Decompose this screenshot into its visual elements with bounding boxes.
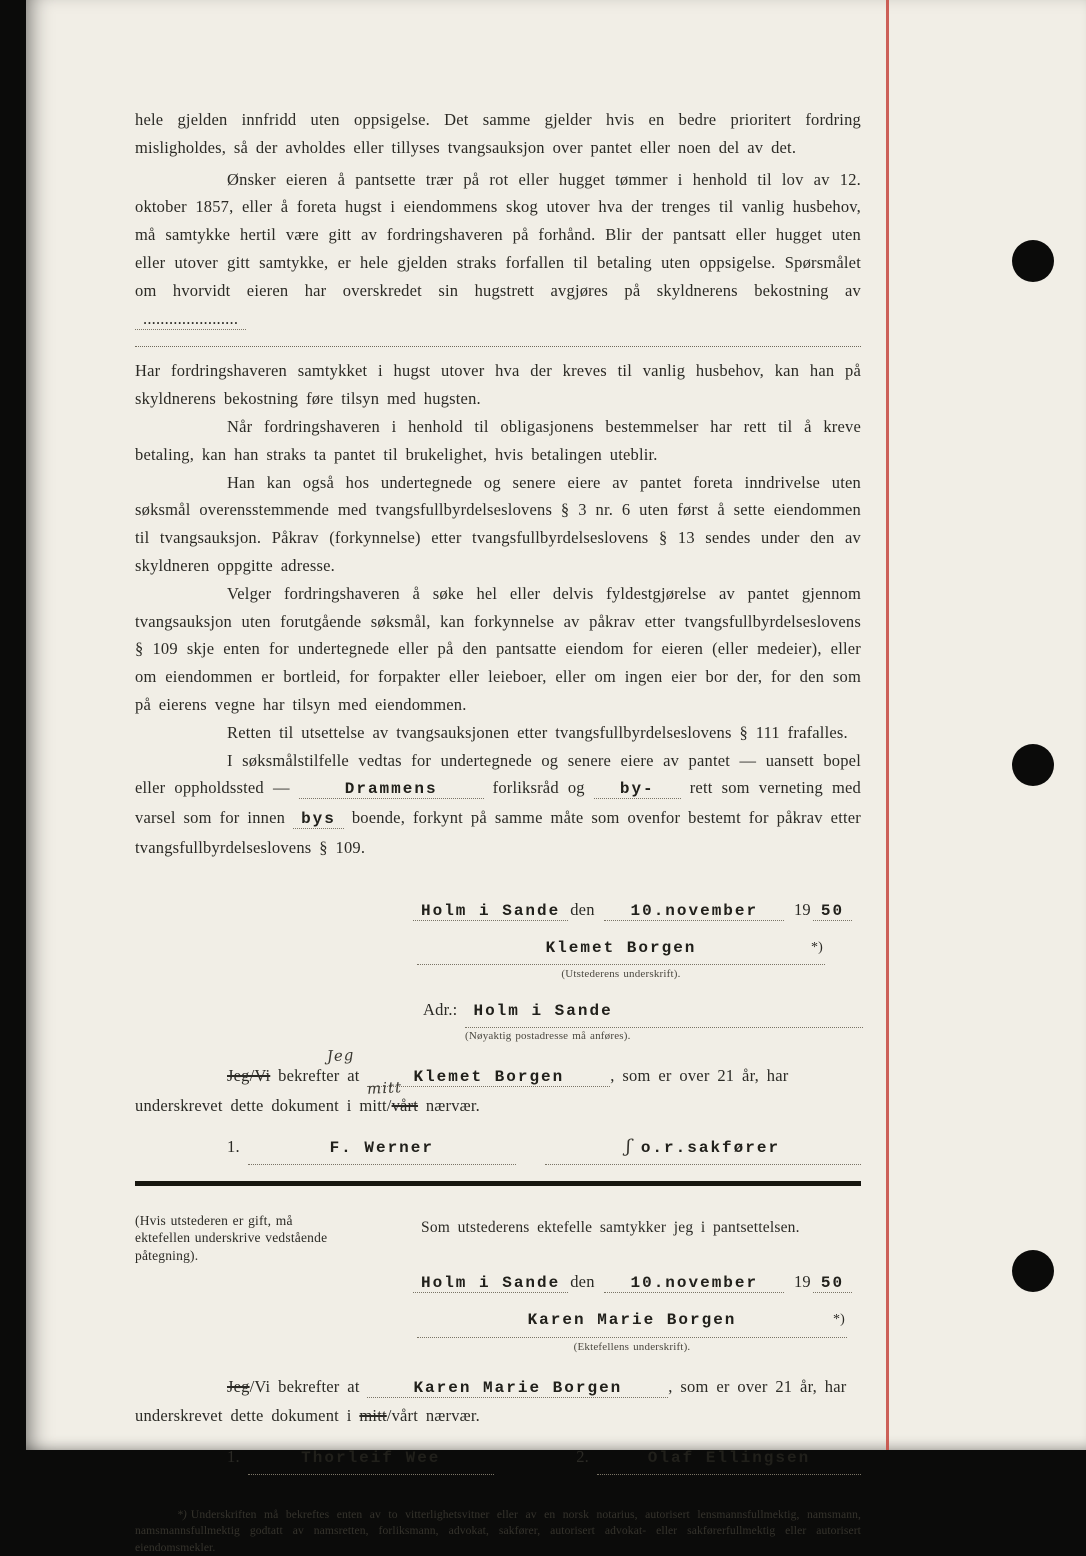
spouse-line2-text: underskrevet dette dokument i xyxy=(135,1406,352,1426)
printed-jeg: Jeg xyxy=(227,1376,250,1396)
punch-hole xyxy=(1012,744,1054,786)
paragraph-enforcement: Han kan også hos undertegnede og senere eiere av pantet foreta inndrivelse uten søksmål overensstemmende med tvangsfullbyrdelseslovens § 3 nr. 6 uten først å sette eiendommen til tvangsauksjon. Påkrav (forkynnelse) etter tvangsfullbyrdelseslovens § 13 sendes under den av skyldneren oppgitte adresse. xyxy=(135,472,861,575)
typed-spouse-signature: Karen Marie Borgen xyxy=(527,1310,737,1329)
handwritten-jeg: Jeg xyxy=(326,1045,355,1066)
document-body xyxy=(135,0,861,1556)
spouse-date-fill xyxy=(604,1272,784,1293)
witness-statement-spouse xyxy=(135,1373,861,1431)
spouse-signature-caption: (Ektefellens underskrift). xyxy=(573,1340,691,1353)
witness-number-1: 1. xyxy=(227,1136,240,1156)
typed-spouse-confirmed-name: Karen Marie Borgen xyxy=(413,1378,623,1397)
printed-vart: vårt xyxy=(391,1095,419,1115)
witness-statement-line1 xyxy=(135,1045,861,1092)
line2-text: underskrevet dette dokument i xyxy=(135,1095,352,1115)
den-label: den xyxy=(570,899,595,919)
typed-spouse-witness1: Thorleif Wee xyxy=(301,1449,441,1468)
paragraph-venue xyxy=(135,747,861,862)
punch-hole xyxy=(1012,1250,1054,1292)
spouse-den-label: den xyxy=(570,1272,595,1291)
dots: ...................... xyxy=(143,308,239,328)
typed-address: Holm i Sande xyxy=(473,1002,613,1021)
address-fill xyxy=(465,996,863,1028)
bekrefter-label: bekrefter at xyxy=(278,1066,360,1086)
footnote-reference: *) xyxy=(832,1311,845,1327)
punch-hole xyxy=(1012,240,1054,282)
paraph-mark: ʃ xyxy=(625,1135,631,1157)
confirmed-name-fill xyxy=(367,1066,610,1087)
paragraph-forest-clause-text: Ønsker eieren å pantsette trær på rot eller hugget tømmer i henhold til lov av 12. oktober 1857, eller å foreta hugst i eiendommens skog utover hva der trenges til vanlig husbehov, må samtykke hertil være gitt av fordringshaveren på forhånd. Blir der pantsatt eller hugget uten eller utover gitt samtykke, er hele gjelden straks forfallen til betaling uten oppsigelse. Spørsmålet om hvorvidt eieren har overskredet sin hugstrett avgjøres på skyldnerens bekostning av xyxy=(135,169,861,300)
witness1-title-fill xyxy=(545,1133,861,1165)
witness1-name-fill xyxy=(248,1133,516,1165)
footnote-reference: *) xyxy=(810,939,823,955)
slash: / xyxy=(386,1095,392,1115)
witness-row-issuer xyxy=(135,1133,861,1165)
paragraph-forced-auction: Velger fordringshaveren å søke hel eller delvis fyldestgjørelse av pantet gjennom tvangsauksjon uten forutgående søksmål, kan forkynnelse av påkrav etter tvangsfullbyrdelseslovens § 109 skje enten for undertegnede eller på den pantsatte eiendom for eieren (eller medeier), eller om eiendommen er bortleid, for forpakter eller leieboer, eller om ingen eier bor der, for den som på eierens vegne har tilsyn med eiendommen. xyxy=(135,583,861,714)
venue-text-b: forliksråd og xyxy=(492,778,585,798)
spouse-signature-line xyxy=(417,1305,847,1338)
witness-number-2: 2. xyxy=(576,1447,589,1467)
paragraph-consent-logging: Har fordringshaveren samtykket i hugst utover hva der kreves til vanlig husbehov, kan han på skyldnerens bekostning føre tilsyn med hugsten. xyxy=(135,361,861,409)
spouse-year-prefix: 19 xyxy=(793,1272,811,1291)
printed-mitt: mitt xyxy=(359,1095,387,1115)
spouse-witness-line2 xyxy=(135,1402,861,1430)
spouse-place-fill xyxy=(413,1272,568,1293)
footnote-asterisk: *) xyxy=(177,1507,187,1521)
typed-confirmed-name: Klemet Borgen xyxy=(413,1068,565,1087)
spouse-naervaer-text: nærvær. xyxy=(425,1406,480,1426)
typed-spouse-year: 50 xyxy=(820,1274,845,1292)
mitt-vart-correction xyxy=(359,1078,419,1115)
witness-statement-issuer xyxy=(135,1045,861,1120)
witness-statement-line2 xyxy=(135,1078,861,1120)
typed-witness1-name: F. Werner xyxy=(329,1138,434,1157)
spouse-pronoun xyxy=(227,1377,360,1396)
venue-fill-court xyxy=(299,778,484,799)
section-divider xyxy=(135,1181,861,1186)
typed-drammens: Drammens xyxy=(344,780,438,799)
printed-vi-rest: /Vi bekrefter at xyxy=(249,1376,360,1396)
address-caption: (Nøyaktig postadresse må anføres). xyxy=(465,1030,631,1043)
venue-text-a: I søksmålstilfelle vedtas for undertegnede og senere eiere av pantet — uansett bopel eller oppholdssted — xyxy=(135,750,861,798)
typed-year: 50 xyxy=(820,901,845,920)
execution-date-line xyxy=(413,896,861,926)
typed-issuer-signature: Klemet Borgen xyxy=(545,938,697,957)
typed-by: by- xyxy=(619,780,655,799)
venue-text-d: boende, forkynt på samme måte som ovenfor bestemt for påkrav etter tvangsfullbyrdelseslovens § 109. xyxy=(135,808,861,857)
witness-number-1: 1. xyxy=(227,1447,240,1467)
over21-text: , som er over 21 år, har xyxy=(610,1066,789,1086)
typed-spouse-witness2: Olaf Ellingsen xyxy=(647,1449,811,1468)
spouse-signature-block xyxy=(417,1305,847,1354)
spouse-witness-line1 xyxy=(135,1373,861,1403)
scanned-page xyxy=(26,0,1086,1554)
spouse-over21-text: , som er over 21 år, har xyxy=(668,1376,847,1396)
venue-fill-by xyxy=(594,778,681,799)
typed-date: 10.november xyxy=(630,901,759,920)
typed-witness1-title: o.r.sakfører xyxy=(640,1138,781,1157)
place-fill xyxy=(413,900,568,921)
typed-spouse-date: 10.november xyxy=(630,1274,759,1292)
typed-spouse-place: Holm i Sande xyxy=(421,1274,561,1292)
year-prefix: 19 xyxy=(793,899,811,919)
spouse-date-line xyxy=(413,1268,861,1298)
year-fill xyxy=(813,900,852,921)
address-row xyxy=(423,996,863,1028)
paragraph-continuation: hele gjelden innfridd uten oppsigelse. Det samme gjelder hvis en bedre prioritert fordring misligholdes, så der avholdes eller tillyses tvangsauksjon over pantet eller noen del av det. xyxy=(135,110,861,157)
issuer-signature-block xyxy=(417,933,825,982)
spouse-confirmed-name-fill xyxy=(367,1377,668,1398)
blank-fill-dots xyxy=(135,309,246,330)
paragraph-waiver: Retten til utsettelse av tvangsauksjonen etter tvangsfullbyrdelseslovens § 111 frafalles. xyxy=(227,722,848,742)
spouse-section-header xyxy=(135,1212,861,1265)
printed-mitt-2: mitt xyxy=(359,1406,387,1426)
naervaer-text: nærvær. xyxy=(425,1095,480,1115)
witness-row-spouse xyxy=(135,1443,861,1475)
spouse-consent-text: Som utstederens ektefelle samtykker jeg i pantsettelsen. xyxy=(421,1218,800,1236)
handwritten-mitt: mitt xyxy=(366,1078,403,1098)
spouse-year-fill xyxy=(813,1272,852,1293)
footnote xyxy=(135,1507,861,1556)
spouse-witness1-fill xyxy=(248,1443,494,1475)
typed-bys: bys xyxy=(301,810,336,829)
paragraph-forest-clause xyxy=(135,166,861,333)
issuer-signature-caption: (Utstederens underskrift). xyxy=(561,968,681,981)
spouse-witness2-fill xyxy=(597,1443,861,1475)
typed-place: Holm i Sande xyxy=(421,901,561,920)
venue-fill-bys xyxy=(293,808,344,829)
paragraph-right-to-claim: Når fordringshaveren i henhold til obligasjonens bestemmelser har rett til å kreve betaling, kan han straks ta pantet til brukelighet, hvis betalingen uteblir. xyxy=(135,416,861,464)
venue-text-c: rett som verneting med varsel som for innen xyxy=(135,778,861,828)
spouse-mitt-vart xyxy=(359,1406,418,1425)
printed-jegvi: Jeg/Vi xyxy=(227,1066,271,1086)
dotted-divider xyxy=(135,346,861,347)
footnote-text: Underskriften må bekreftes enten av to vitterlighetsvitner eller av en norsk notarius, autorisert lensmannsfullmektig, namsmann, namsmannsfullmektig godtatt av namsretten, forliksmann, advokat, sakfører, autorisert advokat- eller sakførerfullmektig eller autorisert eiendomsmekler. xyxy=(135,1507,861,1554)
slash-2: / xyxy=(386,1406,392,1426)
date-fill xyxy=(604,900,784,921)
issuer-signature-line xyxy=(417,933,825,966)
spouse-left-note: (Hvis utstederen er gift, må ektefellen underskrive vedstående påtegning). xyxy=(135,1212,328,1263)
address-label: Adr.: xyxy=(423,1000,458,1020)
red-margin-line xyxy=(886,0,889,1450)
printed-vart-2: vårt xyxy=(391,1406,419,1426)
